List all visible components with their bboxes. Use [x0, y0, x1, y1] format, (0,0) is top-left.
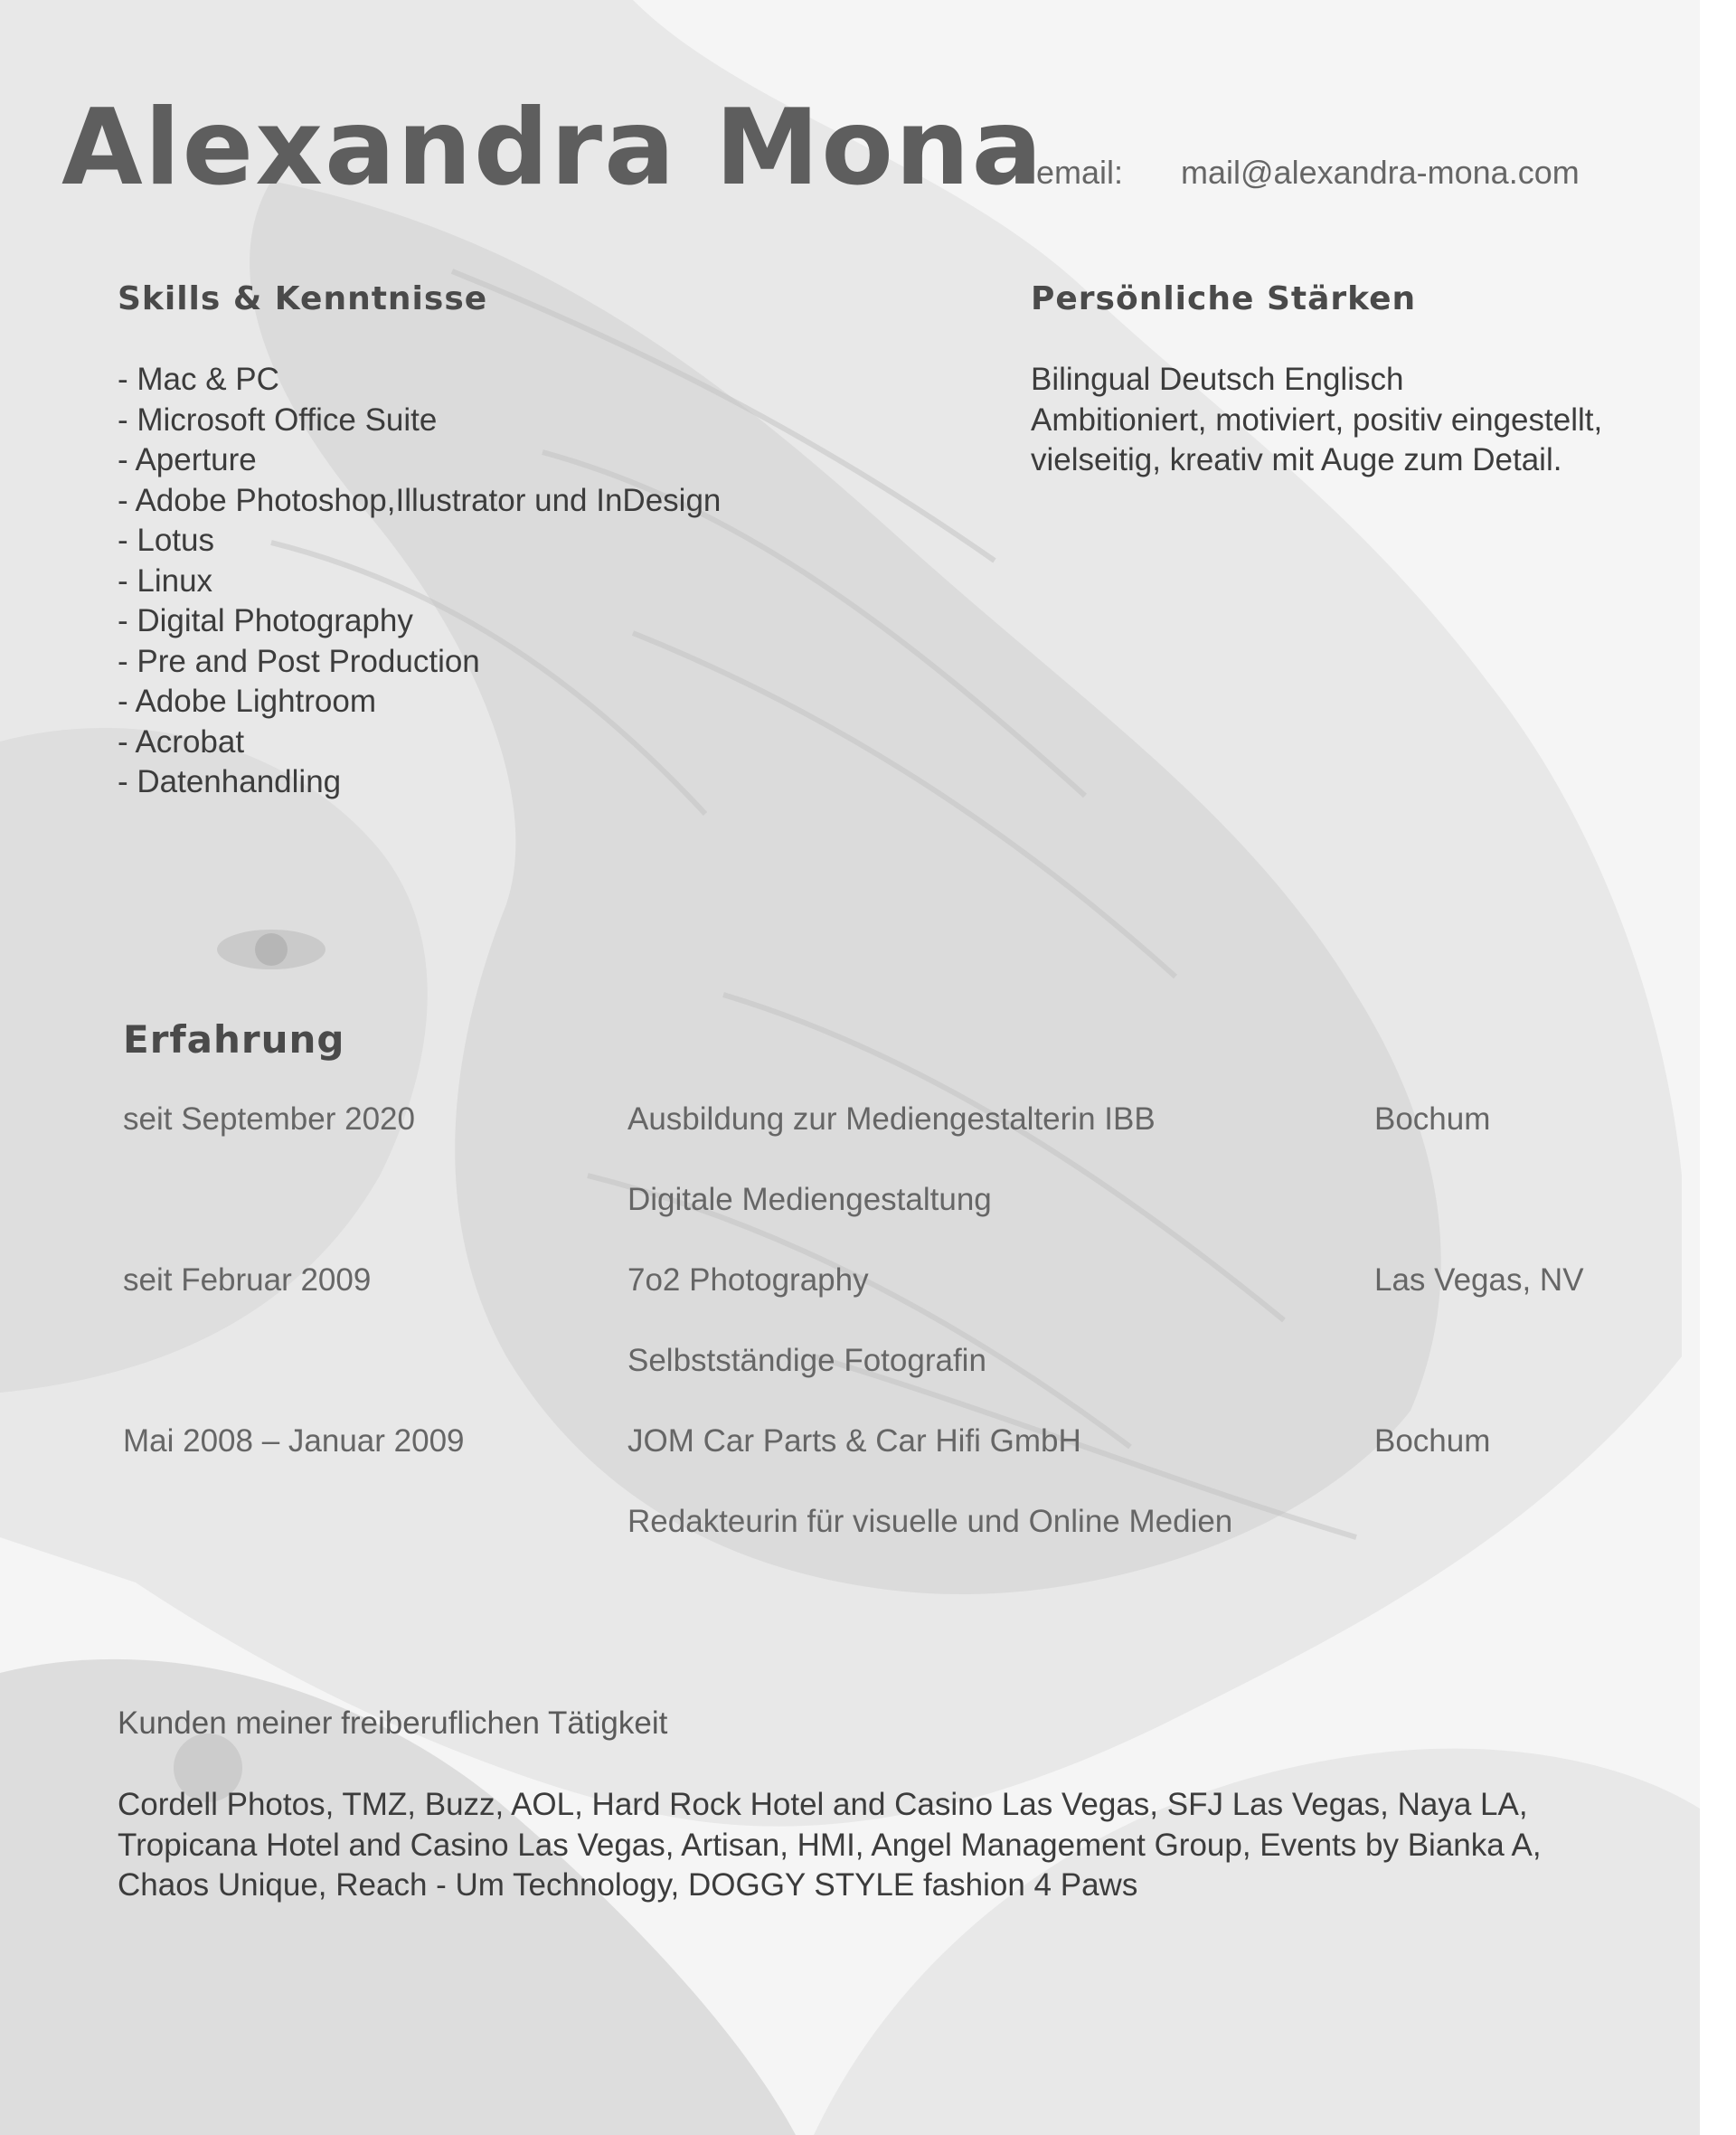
skill-item: - Adobe Photoshop,Illustrator und InDesign	[118, 482, 722, 518]
skills-heading: Skills & Kenntnisse	[118, 280, 488, 317]
skill-item: - Microsoft Office Suite	[118, 401, 438, 438]
clients-heading: Kunden meiner freiberuflichen Tätigkeit	[118, 1705, 668, 1741]
skill-item: - Adobe Lightroom	[118, 684, 377, 719]
clients-list	[118, 1785, 1655, 1906]
email-link[interactable]: mail@alexandra-mona.com	[1181, 154, 1580, 191]
clients-line: Cordell Photos, TMZ, Buzz, AOL, Hard Rock Hotel and Casino Las Vegas, SFJ Las Vegas, Naya LA,	[118, 1787, 1528, 1822]
experience-location: Las Vegas, NV	[1374, 1262, 1584, 1298]
clients-line: Tropicana Hotel and Casino Las Vegas, Artisan, HMI, Angel Management Group, Events by Bianka A,	[118, 1827, 1542, 1863]
strengths-line: Ambitioniert, motiviert, positiv eingestellt,	[1031, 401, 1603, 438]
clients-line: Chaos Unique, Reach - Um Technology, DOGGY STYLE fashion 4 Paws	[118, 1867, 1138, 1903]
experience-subtitle: Selbstständige Fotografin	[627, 1343, 986, 1378]
skill-item: - Linux	[118, 562, 213, 599]
skill-item: - Acrobat	[118, 723, 245, 760]
experience-heading: Erfahrung	[123, 1017, 345, 1062]
experience-location: Bochum	[1374, 1423, 1491, 1459]
experience-date: Mai 2008 – Januar 2009	[123, 1423, 465, 1459]
skill-item: - Digital Photography	[118, 603, 413, 638]
skill-item: - Lotus	[118, 523, 214, 558]
experience-date: seit September 2020	[123, 1101, 415, 1137]
strengths-heading: Persönliche Stärken	[1031, 280, 1417, 317]
skill-item: - Aperture	[118, 442, 257, 477]
skill-item: - Mac & PC	[118, 362, 279, 397]
experience-subtitle: Digitale Mediengestaltung	[627, 1182, 992, 1217]
experience-location: Bochum	[1374, 1101, 1491, 1137]
experience-subtitle: Redakteurin für visuelle und Online Medien	[627, 1504, 1233, 1539]
candidate-name: Alexandra Mona	[61, 87, 1044, 209]
strengths-line: vielseitig, kreativ mit Auge zum Detail.	[1031, 442, 1562, 477]
experience-title: JOM Car Parts & Car Hifi GmbH	[627, 1423, 1081, 1459]
strengths-line: Bilingual Deutsch Englisch	[1031, 362, 1404, 397]
skill-item: - Pre and Post Production	[118, 643, 480, 679]
skill-item: - Datenhandling	[118, 764, 342, 799]
experience-row	[0, 1423, 1700, 1478]
experience-row	[0, 1101, 1700, 1156]
email-label: email:	[1036, 154, 1124, 191]
experience-row	[0, 1262, 1700, 1317]
experience-title: Ausbildung zur Mediengestalterin IBB	[627, 1101, 1156, 1137]
skills-list	[118, 360, 721, 803]
strengths-text	[1031, 360, 1602, 481]
experience-date: seit Februar 2009	[123, 1262, 372, 1298]
page-edge	[1700, 0, 1736, 2135]
experience-title: 7o2 Photography	[627, 1262, 869, 1298]
